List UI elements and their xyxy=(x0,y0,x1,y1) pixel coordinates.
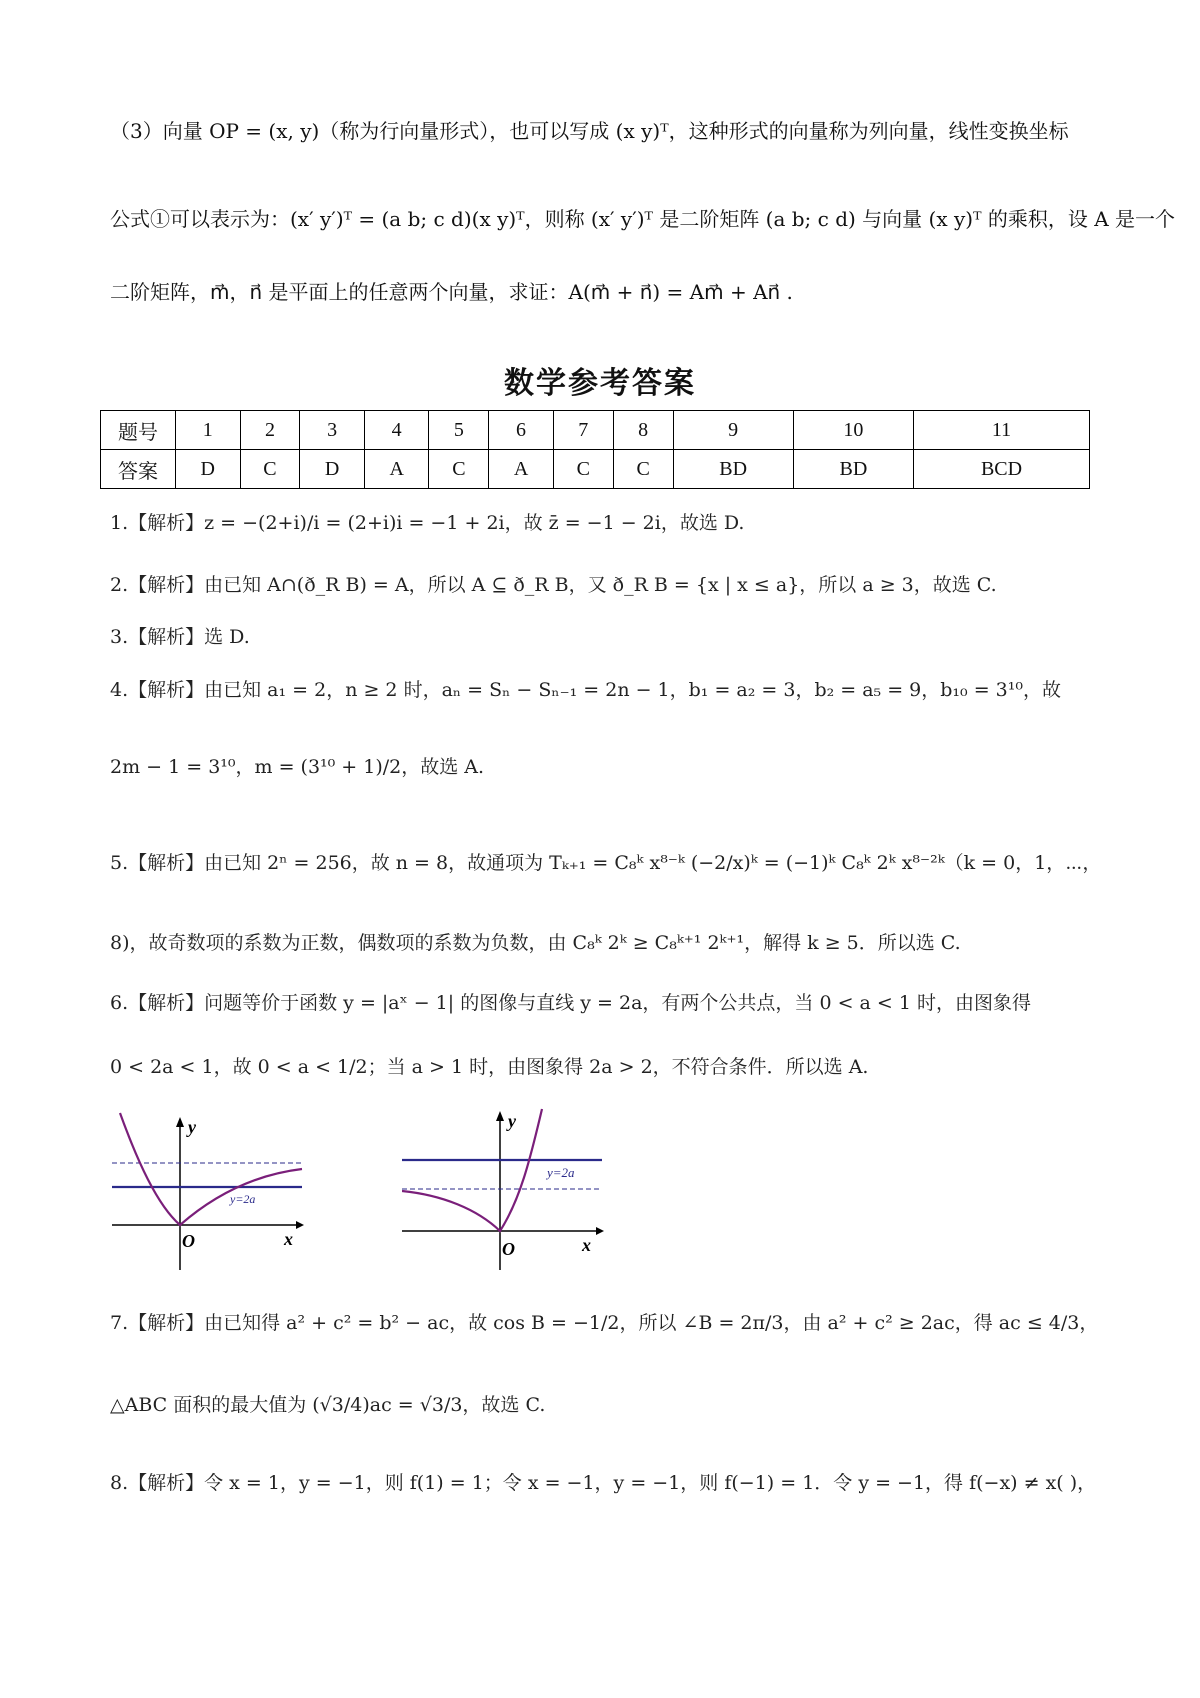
problem-3-line-3: 二阶矩阵，m⃗，n⃗ 是平面上的任意两个向量，求证：A(m⃗ + n⃗) = Am⃗ + An⃗ . xyxy=(110,280,793,304)
solution-6-line-2: 0 < 2a < 1，故 0 < a < 1/2；当 a > 1 时，由图象得 2a > 2，不符合条件．所以选 A. xyxy=(110,1056,869,1078)
solution-5-line-2: 8)，故奇数项的系数为正数，偶数项的系数为负数，由 C₈ᵏ 2ᵏ ≥ C₈ᵏ⁺¹ 2ᵏ⁺¹，解得 k ≥ 5．所以选 C. xyxy=(110,932,961,954)
table-cell: C xyxy=(553,450,613,489)
row-label-number: 题号 xyxy=(101,411,176,450)
y-axis-label: y xyxy=(188,1117,196,1137)
table-cell: 7 xyxy=(553,411,613,450)
y-axis-label: y xyxy=(508,1111,516,1131)
table-cell: 1 xyxy=(176,411,241,450)
table-cell: 4 xyxy=(364,411,429,450)
curve xyxy=(402,1109,542,1231)
x-arrow-icon xyxy=(596,1227,604,1235)
table-cell: C xyxy=(429,450,489,489)
table-cell: D xyxy=(300,450,365,489)
solution-5-line-1: 5.【解析】由已知 2ⁿ = 256，故 n = 8，故通项为 Tₖ₊₁ = C₈ᵏ x⁸⁻ᵏ (−2/x)ᵏ = (−1)ᵏ C₈ᵏ 2ᵏ x⁸⁻²ᵏ（k = 0，1，⋯， xyxy=(110,852,1102,874)
table-cell: 10 xyxy=(793,411,913,450)
table-row-answers xyxy=(101,450,1090,489)
x-axis-label: x xyxy=(582,1235,591,1255)
table-cell: 8 xyxy=(613,411,673,450)
solution-3: 3.【解析】选 D. xyxy=(110,626,250,648)
row-label-answer: 答案 xyxy=(101,450,176,489)
problem-3-line-1: （3）向量 OP = (x, y)（称为行向量形式），也可以写成 (x y)ᵀ，这种形式的向量称为列向量，线性变换坐标 xyxy=(110,119,1069,143)
solution-6-line-1: 6.【解析】问题等价于函数 y = |aˣ − 1| 的图像与直线 y = 2a，有两个公共点，当 0 < a < 1 时，由图象得 xyxy=(110,992,1031,1014)
table-cell: C xyxy=(613,450,673,489)
x-arrow-icon xyxy=(296,1221,304,1229)
solution-7-line-2: △ABC 面积的最大值为 (√3/4)ac = √3/3，故选 C. xyxy=(110,1394,546,1416)
table-cell: 3 xyxy=(300,411,365,450)
y-arrow-icon xyxy=(176,1117,184,1127)
graph-left xyxy=(112,1105,312,1275)
solution-4-line-1: 4.【解析】由已知 a₁ = 2，n ≥ 2 时，aₙ = Sₙ − Sₙ₋₁ = 2n − 1，b₁ = a₂ = 3，b₂ = a₅ = 9，b₁₀ = 3¹⁰，故 xyxy=(110,679,1061,701)
table-cell: BD xyxy=(793,450,913,489)
table-cell: 9 xyxy=(673,411,793,450)
table-cell: A xyxy=(489,450,554,489)
graph-right xyxy=(402,1105,612,1275)
line-label: y=2a xyxy=(230,1192,256,1206)
y-arrow-icon xyxy=(496,1111,504,1121)
table-cell: 5 xyxy=(429,411,489,450)
problem-3-line-2: 公式①可以表示为：(x′ y′)ᵀ = (a b; c d)(x y)ᵀ，则称 (x′ y′)ᵀ 是二阶矩阵 (a b; c d) 与向量 (x y)ᵀ 的乘积，设 A 是一个 xyxy=(110,207,1175,231)
solution-8: 8.【解析】令 x = 1，y = −1，则 f(1) = 1；令 x = −1，y = −1，则 f(−1) = 1．令 y = −1，得 f(−x) ≠ x( )， xyxy=(110,1472,1097,1494)
x-axis-label: x xyxy=(284,1229,293,1249)
line-label: y=2a xyxy=(547,1165,575,1180)
table-row-numbers xyxy=(101,411,1090,450)
answer-title: 数学参考答案 xyxy=(504,366,696,401)
table-cell: C xyxy=(240,450,300,489)
table-cell: BD xyxy=(673,450,793,489)
solution-2: 2.【解析】由已知 A∩(ð_R B) = A，所以 A ⊆ ð_R B，又 ð_R B = {x | x ≤ a}，所以 a ≥ 3，故选 C. xyxy=(110,574,997,596)
solution-1: 1.【解析】z = −(2+i)/i = (2+i)i = −1 + 2i，故 z̄ = −1 − 2i，故选 D. xyxy=(110,512,745,534)
answer-table xyxy=(100,410,1090,489)
table-cell: A xyxy=(364,450,429,489)
table-cell: 2 xyxy=(240,411,300,450)
table-cell: 11 xyxy=(914,411,1090,450)
solution-4-line-2: 2m − 1 = 3¹⁰，m = (3¹⁰ + 1)/2，故选 A. xyxy=(110,756,485,778)
origin-label: O xyxy=(182,1231,195,1251)
table-cell: 6 xyxy=(489,411,554,450)
curve xyxy=(120,1113,302,1225)
table-cell: D xyxy=(176,450,241,489)
table-cell: BCD xyxy=(914,450,1090,489)
origin-label: O xyxy=(502,1239,515,1259)
solution-7-line-1: 7.【解析】由已知得 a² + c² = b² − ac，故 cos B = −1/2，所以 ∠B = 2π/3，由 a² + c² ≥ 2ac，得 ac ≤ 4/3， xyxy=(110,1312,1099,1334)
